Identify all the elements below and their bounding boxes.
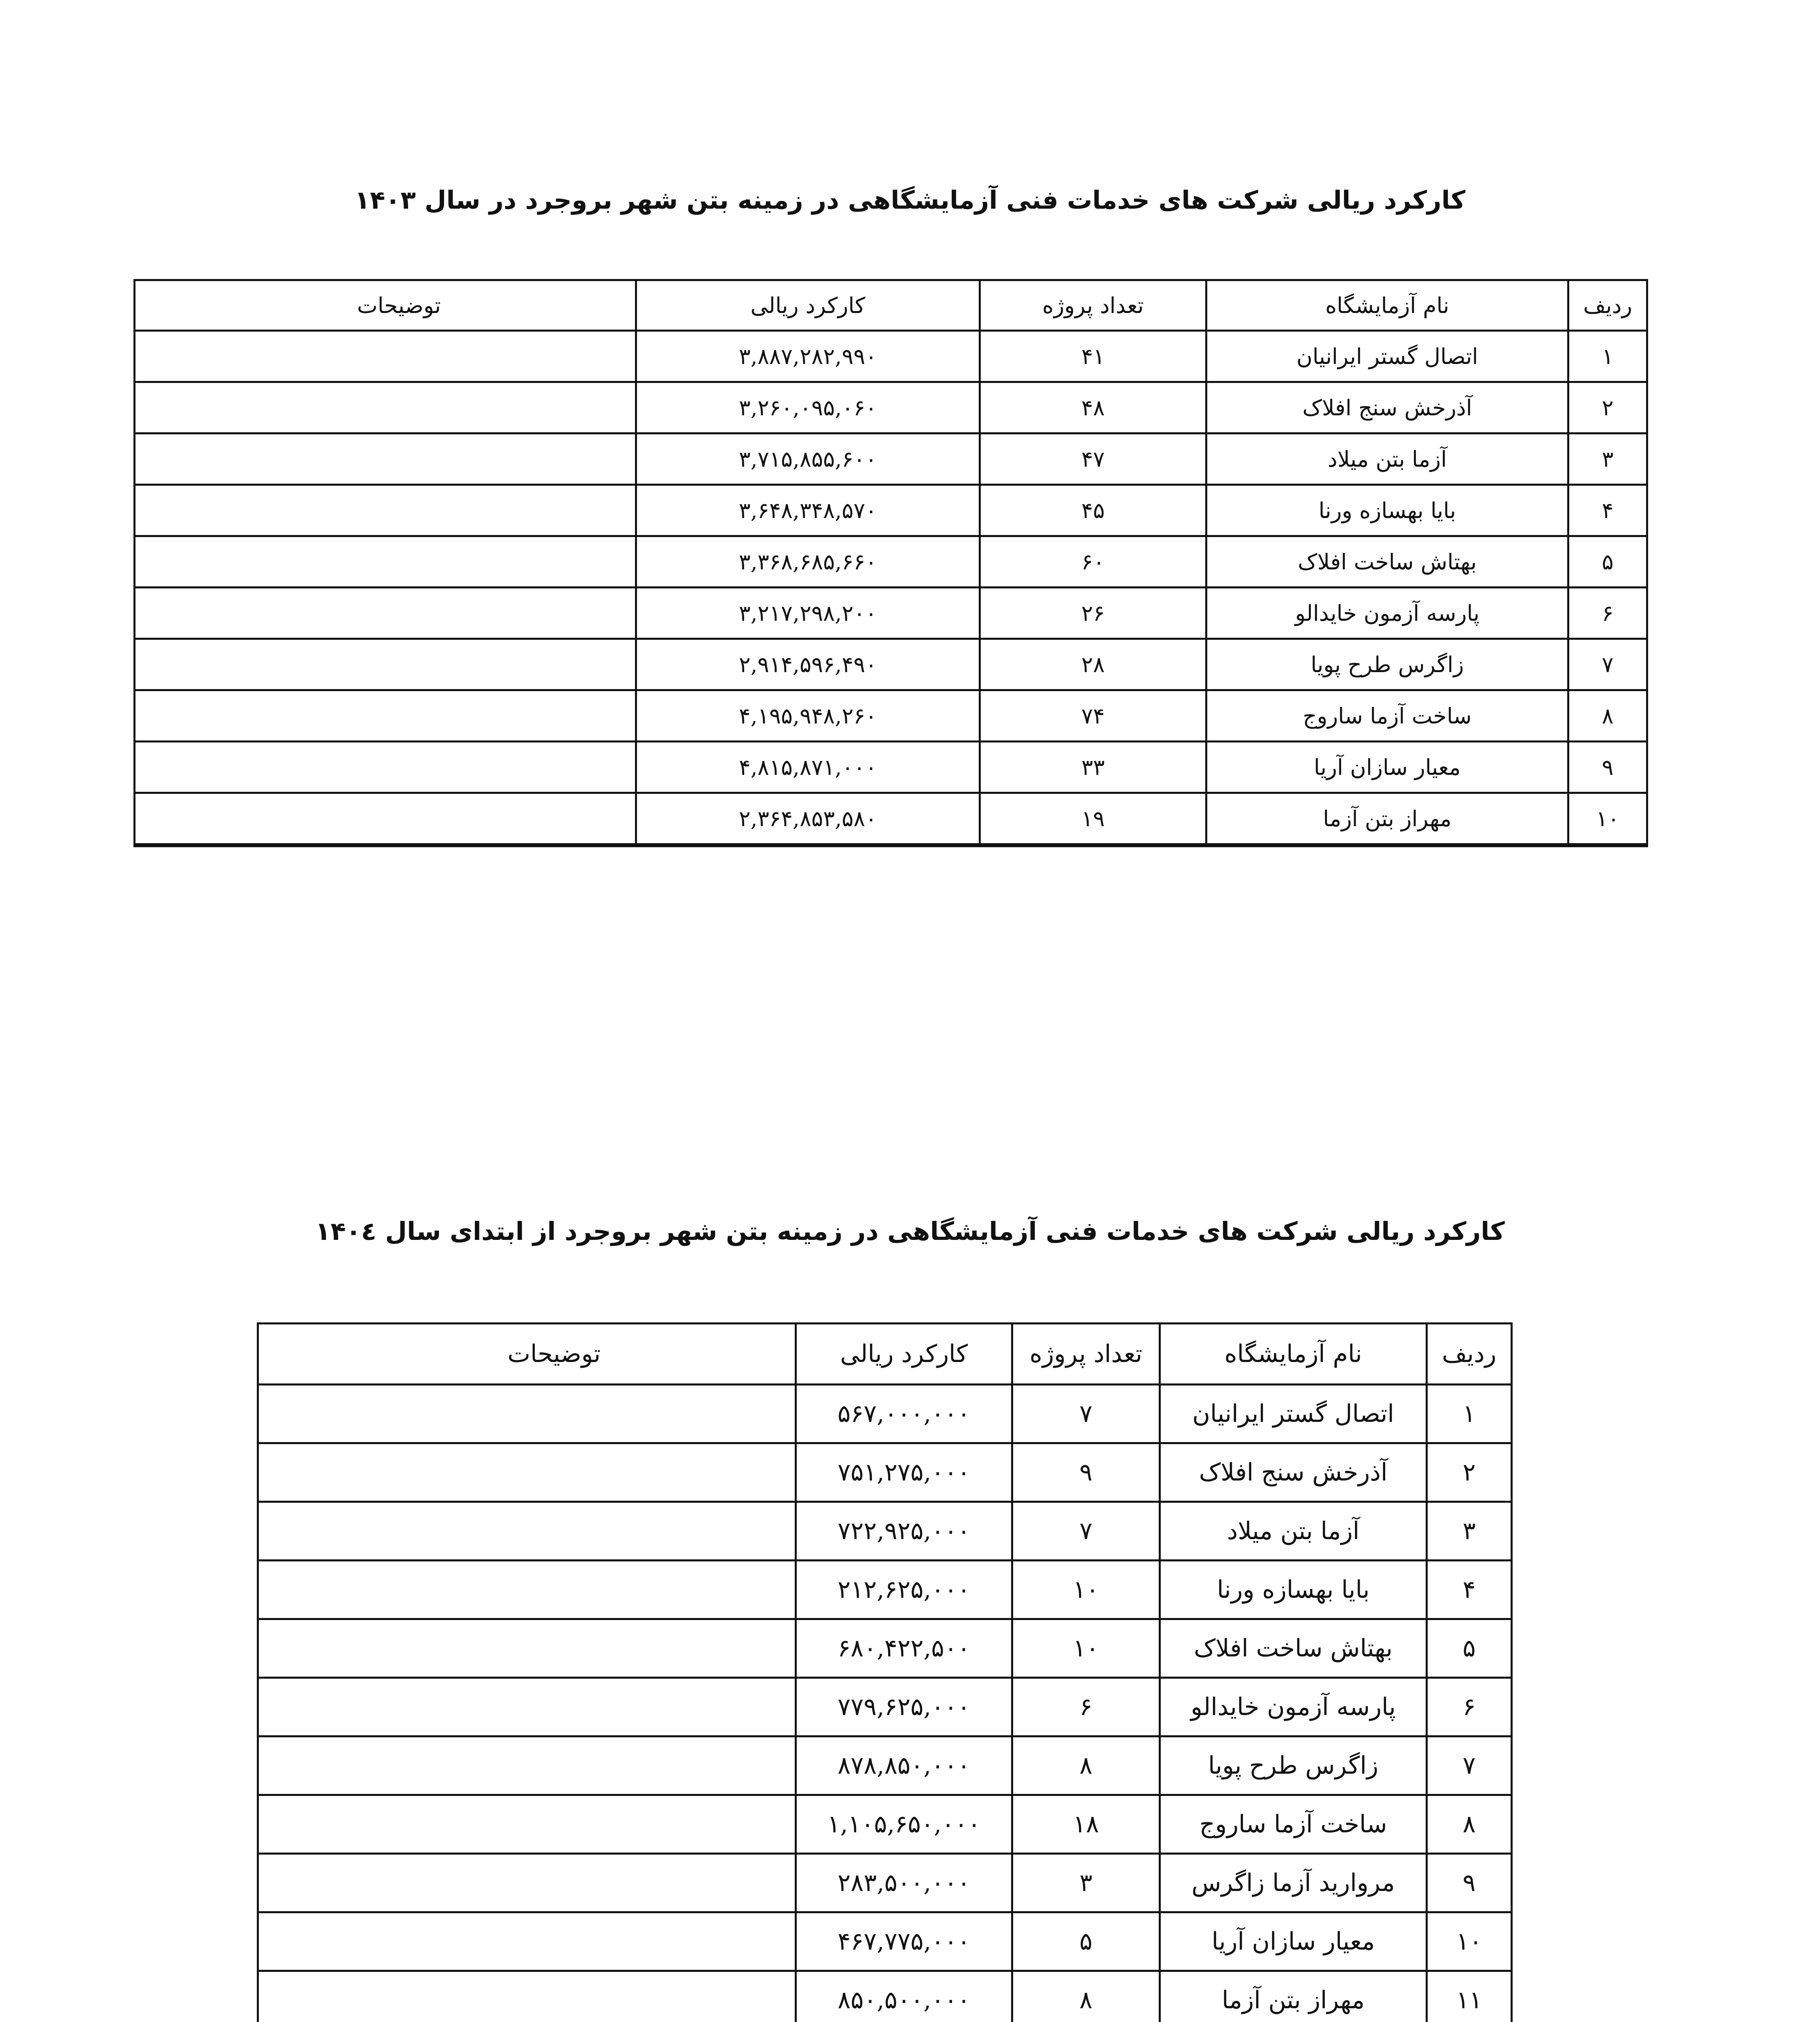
income-value: ۳,۲۶۰,۰۹۵,۰۶۰ bbox=[739, 395, 877, 421]
cell-project-count: ۹ bbox=[1012, 1443, 1160, 1502]
cell-lab-name: مهراز بتن آزما bbox=[1206, 793, 1568, 846]
header-row-number: ردیف bbox=[1568, 280, 1647, 331]
table-row bbox=[135, 639, 1647, 690]
cell-lab-name: مهراز بتن آزما bbox=[1160, 1971, 1427, 2022]
table-row bbox=[135, 536, 1647, 588]
cell-row-number: ۲ bbox=[1427, 1443, 1512, 1502]
cell-row-number: ۹ bbox=[1427, 1854, 1512, 1912]
cell-lab-name: پارسه آزمون خایدالو bbox=[1206, 588, 1568, 639]
cell-rial-income bbox=[636, 536, 980, 588]
cell-notes bbox=[135, 742, 636, 793]
cell-lab-name: زاگرس طرح پویا bbox=[1160, 1736, 1427, 1795]
income-value: ۶۸۰,۴۲۲,۵۰۰ bbox=[837, 1634, 971, 1662]
cell-project-count: ۴۸ bbox=[980, 382, 1206, 434]
cell-project-count: ۱۸ bbox=[1012, 1795, 1160, 1854]
cell-row-number: ۱ bbox=[1427, 1385, 1512, 1443]
cell-row-number: ۱۱ bbox=[1427, 1971, 1512, 2022]
header-project-count: تعداد پروژه bbox=[980, 280, 1206, 331]
cell-row-number: ۳ bbox=[1427, 1502, 1512, 1561]
cell-project-count: ۳۳ bbox=[980, 742, 1206, 793]
income-value: ۲,۳۶۴,۸۵۳,۵۸۰ bbox=[739, 806, 877, 831]
cell-notes bbox=[135, 588, 636, 639]
cell-project-count: ۳ bbox=[1012, 1854, 1160, 1912]
cell-notes bbox=[135, 434, 636, 485]
cell-notes bbox=[135, 639, 636, 690]
cell-project-count: ۱۹ bbox=[980, 793, 1206, 846]
cell-project-count: ۲۶ bbox=[980, 588, 1206, 639]
cell-project-count: ۶۰ bbox=[980, 536, 1206, 588]
cell-rial-income bbox=[636, 793, 980, 846]
income-value: ۵۶۷,۰۰۰,۰۰۰ bbox=[837, 1400, 971, 1428]
table-1-title: کارکرد ریالی شرکت های خدمات فنی آزمایشگاهی در زمینه بتن شهر بروجرد در سال ۱۴۰۳ bbox=[354, 185, 1466, 215]
cell-notes bbox=[258, 1736, 796, 1795]
cell-row-number: ۵ bbox=[1568, 536, 1647, 588]
cell-notes bbox=[258, 1561, 796, 1619]
cell-notes bbox=[258, 1678, 796, 1736]
cell-notes bbox=[258, 1912, 796, 1971]
table-row bbox=[135, 588, 1647, 639]
cell-row-number: ۸ bbox=[1427, 1795, 1512, 1854]
income-value: ۷۵۱,۲۷۵,۰۰۰ bbox=[837, 1458, 971, 1487]
income-value: ۳,۳۶۸,۶۸۵,۶۶۰ bbox=[739, 549, 877, 575]
cell-row-number: ۷ bbox=[1568, 639, 1647, 690]
cell-notes bbox=[258, 1443, 796, 1502]
cell-rial-income bbox=[636, 690, 980, 742]
cell-rial-income bbox=[796, 1912, 1012, 1971]
cell-row-number: ۴ bbox=[1568, 485, 1647, 536]
cell-notes bbox=[258, 1854, 796, 1912]
table-1403-lab-income bbox=[133, 279, 1648, 847]
header-notes: توضیحات bbox=[135, 280, 636, 331]
cell-rial-income bbox=[636, 588, 980, 639]
cell-row-number: ۶ bbox=[1568, 588, 1647, 639]
income-value: ۲۸۳,۵۰۰,۰۰۰ bbox=[837, 1869, 971, 1897]
cell-lab-name: بایا بهسازه ورنا bbox=[1206, 485, 1568, 536]
cell-notes bbox=[135, 485, 636, 536]
table-row bbox=[135, 742, 1647, 793]
income-value: ۷۷۹,۶۲۵,۰۰۰ bbox=[837, 1693, 971, 1721]
cell-project-count: ۴۵ bbox=[980, 485, 1206, 536]
cell-notes bbox=[135, 382, 636, 434]
income-value: ۴۶۷,۷۷۵,۰۰۰ bbox=[837, 1927, 971, 1956]
cell-row-number: ۷ bbox=[1427, 1736, 1512, 1795]
cell-row-number: ۵ bbox=[1427, 1619, 1512, 1678]
table-row bbox=[135, 485, 1647, 536]
cell-lab-name: آزما بتن میلاد bbox=[1206, 434, 1568, 485]
cell-project-count: ۱۰ bbox=[1012, 1561, 1160, 1619]
cell-rial-income bbox=[636, 742, 980, 793]
cell-rial-income bbox=[636, 485, 980, 536]
cell-rial-income bbox=[796, 1619, 1012, 1678]
header-notes: توضیحات bbox=[258, 1324, 796, 1385]
table-row bbox=[135, 793, 1647, 846]
cell-rial-income bbox=[796, 1385, 1012, 1443]
cell-row-number: ۱ bbox=[1568, 331, 1647, 382]
income-value: ۴,۱۹۵,۹۴۸,۲۶۰ bbox=[739, 703, 877, 729]
table-row bbox=[258, 1912, 1512, 1971]
cell-lab-name: مروارید آزما زاگرس bbox=[1160, 1854, 1427, 1912]
header-rial-income: کارکرد ریالی bbox=[796, 1324, 1012, 1385]
cell-row-number: ۶ bbox=[1427, 1678, 1512, 1736]
header-lab-name: نام آزمایشگاه bbox=[1206, 280, 1568, 331]
income-value: ۴,۸۱۵,۸۷۱,۰۰۰ bbox=[739, 754, 877, 780]
cell-rial-income bbox=[796, 1443, 1012, 1502]
cell-lab-name: پارسه آزمون خایدالو bbox=[1160, 1678, 1427, 1736]
cell-notes bbox=[135, 690, 636, 742]
cell-project-count: ۷ bbox=[1012, 1385, 1160, 1443]
table-row bbox=[258, 1736, 1512, 1795]
cell-project-count: ۴۱ bbox=[980, 331, 1206, 382]
cell-notes bbox=[258, 1795, 796, 1854]
cell-row-number: ۳ bbox=[1568, 434, 1647, 485]
cell-notes bbox=[258, 1619, 796, 1678]
income-value: ۲۱۲,۶۲۵,۰۰۰ bbox=[837, 1576, 971, 1604]
cell-lab-name: ساخت آزما ساروج bbox=[1206, 690, 1568, 742]
table-row bbox=[258, 1971, 1512, 2022]
header-lab-name: نام آزمایشگاه bbox=[1160, 1324, 1427, 1385]
cell-lab-name: زاگرس طرح پویا bbox=[1206, 639, 1568, 690]
income-value: ۸۷۸,۸۵۰,۰۰۰ bbox=[837, 1751, 971, 1780]
income-value: ۸۵۰,۵۰۰,۰۰۰ bbox=[837, 1986, 971, 2014]
cell-rial-income bbox=[796, 1678, 1012, 1736]
table-row bbox=[258, 1854, 1512, 1912]
cell-lab-name: بهتاش ساخت افلاک bbox=[1206, 536, 1568, 588]
cell-row-number: ۹ bbox=[1568, 742, 1647, 793]
cell-rial-income bbox=[636, 382, 980, 434]
income-value: ۷۲۲,۹۲۵,۰۰۰ bbox=[837, 1517, 971, 1545]
cell-rial-income bbox=[636, 639, 980, 690]
table-1404-lab-income bbox=[257, 1322, 1513, 2022]
table-row bbox=[258, 1795, 1512, 1854]
cell-lab-name: آذرخش سنج افلاک bbox=[1160, 1443, 1427, 1502]
header-rial-income: کارکرد ریالی bbox=[636, 280, 980, 331]
cell-project-count: ۲۸ bbox=[980, 639, 1206, 690]
cell-rial-income bbox=[796, 1795, 1012, 1854]
cell-project-count: ۵ bbox=[1012, 1912, 1160, 1971]
cell-row-number: ۴ bbox=[1427, 1561, 1512, 1619]
cell-row-number: ۱۰ bbox=[1568, 793, 1647, 846]
table-row bbox=[135, 331, 1647, 382]
cell-notes bbox=[135, 331, 636, 382]
cell-lab-name: معیار سازان آریا bbox=[1160, 1912, 1427, 1971]
income-value: ۲,۹۱۴,۵۹۶,۴۹۰ bbox=[739, 651, 877, 677]
cell-lab-name: ساخت آزما ساروج bbox=[1160, 1795, 1427, 1854]
cell-rial-income bbox=[796, 1971, 1012, 2022]
table-header-row bbox=[258, 1324, 1512, 1385]
cell-row-number: ۱۰ bbox=[1427, 1912, 1512, 1971]
cell-rial-income bbox=[796, 1561, 1012, 1619]
cell-project-count: ۷۴ bbox=[980, 690, 1206, 742]
cell-lab-name: اتصال گستر ایرانیان bbox=[1206, 331, 1568, 382]
cell-lab-name: آذرخش سنج افلاک bbox=[1206, 382, 1568, 434]
table-row bbox=[258, 1443, 1512, 1502]
cell-lab-name: معیار سازان آریا bbox=[1206, 742, 1568, 793]
income-value: ۳,۲۱۷,۲۹۸,۲۰۰ bbox=[739, 600, 877, 626]
table-header-row bbox=[135, 280, 1647, 331]
cell-notes bbox=[258, 1971, 796, 2022]
table-row bbox=[258, 1502, 1512, 1561]
table-row bbox=[135, 690, 1647, 742]
cell-project-count: ۱۰ bbox=[1012, 1619, 1160, 1678]
table-row bbox=[258, 1561, 1512, 1619]
cell-project-count: ۸ bbox=[1012, 1971, 1160, 2022]
income-value: ۳,۶۴۸,۳۴۸,۵۷۰ bbox=[739, 497, 877, 523]
cell-rial-income bbox=[796, 1502, 1012, 1561]
table-row bbox=[258, 1619, 1512, 1678]
cell-rial-income bbox=[636, 434, 980, 485]
income-value: ۳,۸۸۷,۲۸۲,۹۹۰ bbox=[739, 343, 877, 369]
table-row bbox=[258, 1385, 1512, 1443]
cell-lab-name: بایا بهسازه ورنا bbox=[1160, 1561, 1427, 1619]
cell-row-number: ۸ bbox=[1568, 690, 1647, 742]
cell-project-count: ۶ bbox=[1012, 1678, 1160, 1736]
cell-notes bbox=[258, 1502, 796, 1561]
cell-project-count: ۴۷ bbox=[980, 434, 1206, 485]
table-2-title: کارکرد ریالی شرکت های خدمات فنی آزمایشگاهی در زمینه بتن شهر بروجرد از ابتدای سال ۱۴۰٤ bbox=[315, 1216, 1505, 1246]
table-row bbox=[135, 382, 1647, 434]
cell-project-count: ۷ bbox=[1012, 1502, 1160, 1561]
cell-rial-income bbox=[796, 1736, 1012, 1795]
cell-lab-name: آزما بتن میلاد bbox=[1160, 1502, 1427, 1561]
cell-notes bbox=[135, 793, 636, 846]
cell-lab-name: اتصال گستر ایرانیان bbox=[1160, 1385, 1427, 1443]
cell-row-number: ۲ bbox=[1568, 382, 1647, 434]
cell-notes bbox=[258, 1385, 796, 1443]
cell-rial-income bbox=[636, 331, 980, 382]
cell-notes bbox=[135, 536, 636, 588]
cell-lab-name: بهتاش ساخت افلاک bbox=[1160, 1619, 1427, 1678]
cell-project-count: ۸ bbox=[1012, 1736, 1160, 1795]
table-row bbox=[258, 1678, 1512, 1736]
table-row bbox=[135, 434, 1647, 485]
income-value: ۱,۱۰۵,۶۵۰,۰۰۰ bbox=[827, 1810, 981, 1838]
header-project-count: تعداد پروژه bbox=[1012, 1324, 1160, 1385]
income-value: ۳,۷۱۵,۸۵۵,۶۰۰ bbox=[739, 446, 877, 472]
cell-rial-income bbox=[796, 1854, 1012, 1912]
header-row-number: ردیف bbox=[1427, 1324, 1512, 1385]
